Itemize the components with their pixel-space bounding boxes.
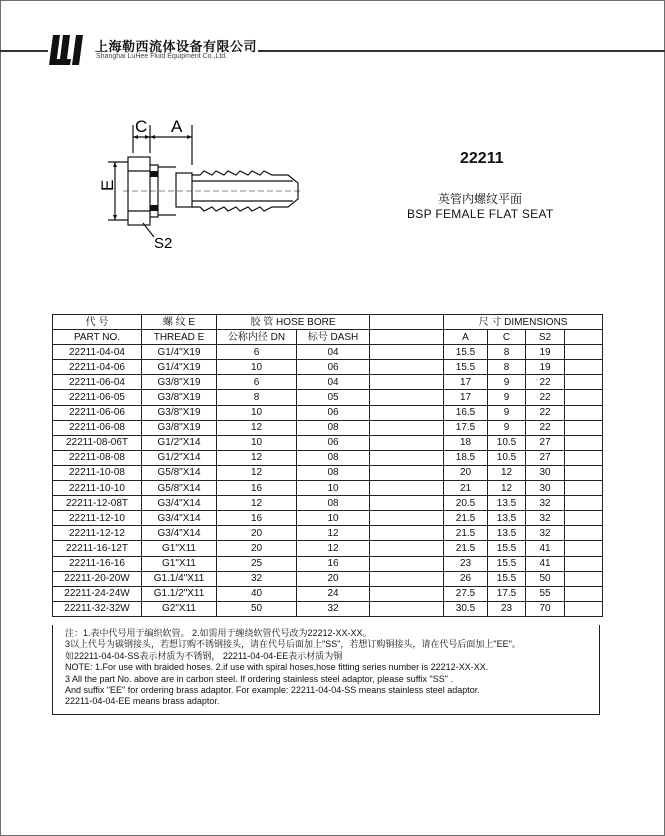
cell-a: 27.5 [444, 586, 488, 601]
cell-blank [370, 405, 444, 420]
header-dash: 标号 DASH [297, 330, 370, 345]
cell-c: 13.5 [488, 496, 526, 511]
product-number: 22211 [460, 150, 504, 167]
cell-dash: 06 [297, 405, 370, 420]
cell-dash: 06 [297, 435, 370, 450]
note-line: 注：1.表中代号用于编织软管。 2.如需用于缠绕软管代号改为22212-XX-XX。 [65, 628, 372, 638]
header-thread-e: THREAD E [142, 330, 217, 345]
cell-thread: G3/8"X19 [142, 420, 217, 435]
cell-part: 22211-06-05 [53, 390, 142, 405]
cell-c: 15.5 [488, 541, 526, 556]
cell-c: 15.5 [488, 571, 526, 586]
table-row [53, 360, 603, 375]
cell-dash: 06 [297, 360, 370, 375]
cell-part: 22211-08-06T [53, 435, 142, 450]
cell-blank [565, 556, 603, 571]
cell-part: 22211-06-06 [53, 405, 142, 420]
cell-dash: 05 [297, 390, 370, 405]
cell-thread: G3/4"X14 [142, 526, 217, 541]
cell-c: 13.5 [488, 511, 526, 526]
drawing-label-c: C [135, 117, 148, 136]
cell-blank [370, 360, 444, 375]
cell-blank [370, 345, 444, 360]
cell-part: 22211-32-32W [53, 601, 142, 616]
cell-s2: 30 [526, 465, 565, 480]
cell-s2: 70 [526, 601, 565, 616]
cell-blank [565, 481, 603, 496]
company-name-cn: 上海勒西流体设备有限公司 [95, 39, 258, 54]
cell-blank [565, 375, 603, 390]
cell-thread: G3/8"X19 [142, 375, 217, 390]
header-dn: 公称内径 DN [217, 330, 297, 345]
cell-dash: 32 [297, 601, 370, 616]
cell-dash: 20 [297, 571, 370, 586]
table-row [53, 541, 603, 556]
notes-box [52, 625, 600, 715]
cell-thread: G1.1/4"X11 [142, 571, 217, 586]
company-name-en: Shanghai LuHee Fluid Equipment Co.,Ltd. [96, 53, 228, 60]
header-s2: S2 [526, 330, 565, 345]
table-row [53, 511, 603, 526]
table-row [53, 496, 603, 511]
cell-dn: 32 [217, 571, 297, 586]
cell-s2: 50 [526, 571, 565, 586]
header-a: A [444, 330, 488, 345]
cell-s2: 32 [526, 511, 565, 526]
drawing-label-s2: S2 [154, 235, 173, 252]
header-rule-left [0, 50, 48, 52]
cell-a: 30.5 [444, 601, 488, 616]
cell-dn: 16 [217, 511, 297, 526]
cell-a: 20 [444, 465, 488, 480]
cell-c: 15.5 [488, 556, 526, 571]
cell-c: 23 [488, 601, 526, 616]
cell-part: 22211-24-24W [53, 586, 142, 601]
cell-blank [565, 586, 603, 601]
cell-c: 10.5 [488, 450, 526, 465]
cell-blank [565, 511, 603, 526]
cell-a: 26 [444, 571, 488, 586]
cell-dash: 08 [297, 465, 370, 480]
cell-dash: 08 [297, 496, 370, 511]
table-row [53, 481, 603, 496]
cell-part: 22211-16-16 [53, 556, 142, 571]
note-line: 22211-04-04-EE means brass adaptor. [65, 696, 220, 707]
cell-c: 10.5 [488, 435, 526, 450]
table-row [53, 571, 603, 586]
cell-blank [370, 420, 444, 435]
cell-c: 12 [488, 465, 526, 480]
cell-thread: G3/4"X14 [142, 511, 217, 526]
cell-blank [370, 556, 444, 571]
drawing-label-a: A [171, 117, 183, 136]
cell-blank [370, 586, 444, 601]
cell-s2: 30 [526, 481, 565, 496]
cell-a: 21.5 [444, 526, 488, 541]
cell-thread: G1/4"X19 [142, 345, 217, 360]
cell-s2: 22 [526, 390, 565, 405]
cell-blank [565, 526, 603, 541]
cell-blank [565, 345, 603, 360]
cell-s2: 27 [526, 435, 565, 450]
cell-a: 18 [444, 435, 488, 450]
cell-blank [565, 601, 603, 616]
cell-c: 13.5 [488, 526, 526, 541]
cell-a: 17 [444, 375, 488, 390]
cell-thread: G3/8"X19 [142, 405, 217, 420]
cell-blank [565, 435, 603, 450]
cell-dash: 08 [297, 420, 370, 435]
cell-dn: 10 [217, 360, 297, 375]
cell-blank [370, 435, 444, 450]
cell-thread: G1.1/2"X11 [142, 586, 217, 601]
table-row [53, 405, 603, 420]
header-blank [370, 330, 444, 345]
cell-dash: 10 [297, 481, 370, 496]
header-part-cn: 代 号 [53, 315, 142, 330]
cell-dn: 12 [217, 496, 297, 511]
cell-blank [370, 390, 444, 405]
cell-dn: 6 [217, 375, 297, 390]
cell-c: 8 [488, 360, 526, 375]
note-line: 3 All the part No. above are in carbon steel. If ordering stainless steel adaptor, please suffix "SS" . [65, 673, 453, 684]
cell-s2: 32 [526, 496, 565, 511]
cell-part: 22211-12-12 [53, 526, 142, 541]
cell-dn: 20 [217, 541, 297, 556]
cell-part: 22211-06-08 [53, 420, 142, 435]
cell-part: 22211-20-20W [53, 571, 142, 586]
cell-blank [565, 390, 603, 405]
cell-s2: 55 [526, 586, 565, 601]
cell-dn: 20 [217, 526, 297, 541]
cell-part: 22211-12-10 [53, 511, 142, 526]
cell-a: 17.5 [444, 420, 488, 435]
table-row [53, 435, 603, 450]
table-row [53, 420, 603, 435]
company-logo-icon [47, 35, 89, 65]
table-row [53, 556, 603, 571]
cell-a: 20.5 [444, 496, 488, 511]
cell-dn: 16 [217, 481, 297, 496]
cell-a: 15.5 [444, 345, 488, 360]
cell-a: 17 [444, 390, 488, 405]
cell-c: 12 [488, 481, 526, 496]
cell-thread: G2"X11 [142, 601, 217, 616]
cell-s2: 22 [526, 375, 565, 390]
cell-c: 9 [488, 405, 526, 420]
product-title-en: BSP FEMALE FLAT SEAT [407, 207, 554, 221]
cell-blank [565, 405, 603, 420]
cell-a: 18.5 [444, 450, 488, 465]
cell-part: 22211-08-08 [53, 450, 142, 465]
cell-thread: G3/8"X19 [142, 390, 217, 405]
cell-dn: 8 [217, 390, 297, 405]
cell-c: 8 [488, 345, 526, 360]
cell-blank [370, 465, 444, 480]
cell-thread: G1/2"X14 [142, 450, 217, 465]
cell-s2: 22 [526, 405, 565, 420]
cell-part: 22211-06-04 [53, 375, 142, 390]
cell-part: 22211-04-04 [53, 345, 142, 360]
cell-blank [565, 450, 603, 465]
cell-dash: 04 [297, 345, 370, 360]
table-row [53, 465, 603, 480]
cell-blank [370, 601, 444, 616]
cell-dash: 10 [297, 511, 370, 526]
cell-s2: 32 [526, 526, 565, 541]
table-row [53, 375, 603, 390]
cell-blank [565, 571, 603, 586]
cell-thread: G1"X11 [142, 556, 217, 571]
table-header-row-1 [53, 315, 603, 330]
cell-thread: G1/4"X19 [142, 360, 217, 375]
cell-dash: 12 [297, 526, 370, 541]
header-part-no: PART NO. [53, 330, 142, 345]
cell-blank [565, 541, 603, 556]
table-row [53, 601, 603, 616]
cell-s2: 19 [526, 360, 565, 375]
cell-dash: 12 [297, 541, 370, 556]
cell-c: 9 [488, 375, 526, 390]
cell-blank [370, 511, 444, 526]
cell-s2: 41 [526, 556, 565, 571]
cell-a: 23 [444, 556, 488, 571]
cell-c: 17.5 [488, 586, 526, 601]
cell-a: 21 [444, 481, 488, 496]
cell-thread: G5/8"X14 [142, 465, 217, 480]
cell-dash: 16 [297, 556, 370, 571]
cell-dn: 10 [217, 405, 297, 420]
note-line: NOTE: 1.For use with braided hoses. 2.if use with spiral hoses,hose fitting series number is 22212-XX-XX. [65, 662, 489, 673]
cell-s2: 19 [526, 345, 565, 360]
table-row [53, 450, 603, 465]
cell-blank [370, 526, 444, 541]
cell-blank [370, 450, 444, 465]
cell-dn: 10 [217, 435, 297, 450]
note-line: 3以上代号为碳钢接头，若想订购不锈钢接头，请在代号后面加上"SS"，若想订购铜接头，请在代号后面加上"EE"。 [65, 639, 521, 650]
cell-c: 9 [488, 390, 526, 405]
fitting-drawing [88, 115, 313, 255]
cell-s2: 27 [526, 450, 565, 465]
cell-blank [565, 360, 603, 375]
cell-thread: G5/8"X14 [142, 481, 217, 496]
table-row [53, 526, 603, 541]
table-row [53, 390, 603, 405]
cell-dn: 6 [217, 345, 297, 360]
cell-blank [370, 481, 444, 496]
table-header-row-2 [53, 330, 603, 345]
cell-part: 22211-04-06 [53, 360, 142, 375]
cell-part: 22211-16-12T [53, 541, 142, 556]
cell-dn: 12 [217, 450, 297, 465]
cell-dash: 04 [297, 375, 370, 390]
cell-thread: G1/2"X14 [142, 435, 217, 450]
header-blank [565, 330, 603, 345]
cell-thread: G1"X11 [142, 541, 217, 556]
cell-blank [565, 420, 603, 435]
cell-part: 22211-12-08T [53, 496, 142, 511]
cell-dash: 24 [297, 586, 370, 601]
drawing-label-e: E [98, 179, 117, 191]
cell-thread: G3/4"X14 [142, 496, 217, 511]
cell-dn: 12 [217, 420, 297, 435]
header-thread-cn: 螺 纹 E [142, 315, 217, 330]
table-row [53, 345, 603, 360]
note-line: 如22211-04-04-SS表示材质为不锈钢， 22211-04-04-EE表示材质为铜 [65, 650, 343, 661]
header-dimensions: 尺 寸 DIMENSIONS [444, 315, 603, 330]
cell-s2: 22 [526, 420, 565, 435]
header-c: C [488, 330, 526, 345]
note-line: And suffix "EE" for ordering brass adaptor. For example: 22211-04-04-SS means stainless steel adaptor. [65, 685, 480, 696]
header-blank [370, 315, 444, 330]
cell-blank [370, 496, 444, 511]
cell-a: 16.5 [444, 405, 488, 420]
header-rule-right [258, 50, 665, 52]
cell-dn: 12 [217, 465, 297, 480]
cell-blank [565, 465, 603, 480]
cell-a: 21.5 [444, 541, 488, 556]
cell-c: 9 [488, 420, 526, 435]
cell-dn: 50 [217, 601, 297, 616]
table-row [53, 586, 603, 601]
cell-blank [565, 496, 603, 511]
cell-dash: 08 [297, 450, 370, 465]
cell-a: 15.5 [444, 360, 488, 375]
cell-a: 21.5 [444, 511, 488, 526]
cell-blank [370, 541, 444, 556]
cell-s2: 41 [526, 541, 565, 556]
spec-table [52, 314, 603, 617]
cell-part: 22211-10-08 [53, 465, 142, 480]
cell-blank [370, 571, 444, 586]
product-title-cn: 英管内螺纹平面 [438, 192, 523, 206]
cell-part: 22211-10-10 [53, 481, 142, 496]
header-hose-bore: 胶 管 HOSE BORE [217, 315, 370, 330]
cell-blank [370, 375, 444, 390]
cell-dn: 40 [217, 586, 297, 601]
cell-dn: 25 [217, 556, 297, 571]
